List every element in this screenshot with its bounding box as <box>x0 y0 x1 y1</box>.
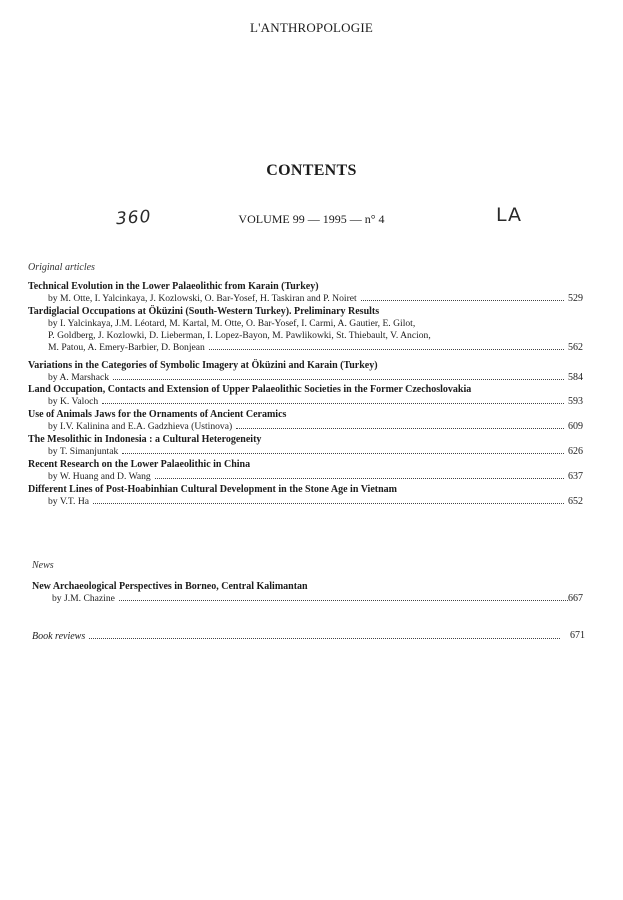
author-line: by K. Valoch <box>48 396 99 407</box>
entry-page-number: 637 <box>568 471 583 482</box>
entry-page-number: 529 <box>568 293 583 304</box>
leader-dots <box>236 428 564 429</box>
leader-dots <box>113 379 564 380</box>
entry-page-number: 626 <box>568 446 583 457</box>
entry-authors <box>48 496 568 508</box>
author-line: by M. Otte, I. Yalcinkaya, J. Kozlowski, O. Bar-Yosef, H. Taskiran and P. Noiret <box>48 293 357 304</box>
book-reviews-page: 671 <box>570 630 585 641</box>
entry-page-number: 652 <box>568 496 583 507</box>
entry-authors <box>48 446 568 458</box>
author-line: by W. Huang and D. Wang <box>48 471 151 482</box>
entry-title: Different Lines of Post-Hoabinhian Cultural Development in the Stone Age in Vietnam <box>28 484 397 495</box>
entry-authors <box>48 396 568 408</box>
leader-dots <box>102 403 564 404</box>
author-line: by I.V. Kalinina and E.A. Gadzhieva (Ustinova) <box>48 421 233 432</box>
author-line: by V.T. Ha <box>48 496 90 507</box>
entry-title: Use of Animals Jaws for the Ornaments of Ancient Ceramics <box>28 409 287 420</box>
author-line: P. Goldberg, J. Kozlowki, D. Lieberman, I. Lopez-Bayon, M. Pawlikowki, St. Thiebault, V. Ancion, <box>48 330 431 341</box>
page-title: CONTENTS <box>266 162 357 179</box>
leader-dots <box>119 600 568 601</box>
entry-authors <box>48 421 568 433</box>
section-original-articles: Original articles <box>28 262 95 273</box>
entry-title: Technical Evolution in the Lower Palaeolithic from Karain (Turkey) <box>28 281 319 292</box>
entry-title: Recent Research on the Lower Palaeolithic in China <box>28 459 251 470</box>
entry-page-number: 593 <box>568 396 583 407</box>
entry-title: The Mesolithic in Indonesia : a Cultural Heterogeneity <box>28 434 262 445</box>
book-reviews-entry <box>32 631 564 642</box>
entry-page-number: 584 <box>568 372 583 383</box>
handwritten-note-right: LA <box>496 204 523 226</box>
leader-dots <box>122 453 564 454</box>
section-news: News <box>32 560 54 571</box>
author-line: by A. Marshack <box>48 372 110 383</box>
entry-title: New Archaeological Perspectives in Borneo, Central Kalimantan <box>32 581 308 592</box>
leader-dots <box>93 503 564 504</box>
leader-dots <box>89 638 560 639</box>
leader-dots <box>361 300 564 301</box>
book-reviews-label: Book reviews <box>32 631 86 642</box>
journal-header: L'ANTHROPOLOGIE <box>249 20 374 35</box>
leader-dots <box>155 478 564 479</box>
entry-authors <box>48 293 568 305</box>
entry-title: Land Occupation, Contacts and Extension of Upper Palaeolithic Societies in the Former Czechoslovakia <box>28 384 472 395</box>
author-line: by J.M. Chazine <box>52 593 115 604</box>
entry-title: Tardiglacial Occupations at Öküzini (South-Western Turkey). Preliminary Results <box>28 306 380 317</box>
leader-dots <box>209 349 564 350</box>
handwritten-note-left: 360 <box>115 206 153 230</box>
author-line: by T. Simanjuntak <box>48 446 119 457</box>
entry-page-number: 562 <box>568 342 583 353</box>
author-line: M. Patou, A. Emery-Barbier, D. Bonjean <box>48 342 205 353</box>
entry-page-number: 609 <box>568 421 583 432</box>
volume-line: VOLUME 99 — 1995 — n° 4 <box>238 212 385 226</box>
entry-page-number: 667 <box>568 593 583 604</box>
entry-authors <box>48 318 568 354</box>
entry-authors <box>48 372 568 384</box>
author-line: by I. Yalcinkaya, J.M. Léotard, M. Kartal, M. Otte, O. Bar-Yosef, I. Carmi, A. Gautier, E. Gilot, <box>48 318 416 329</box>
entry-authors <box>52 593 572 605</box>
entry-title: Variations in the Categories of Symbolic Imagery at Öküzini and Karain (Turkey) <box>28 360 378 371</box>
entry-authors <box>48 471 568 483</box>
